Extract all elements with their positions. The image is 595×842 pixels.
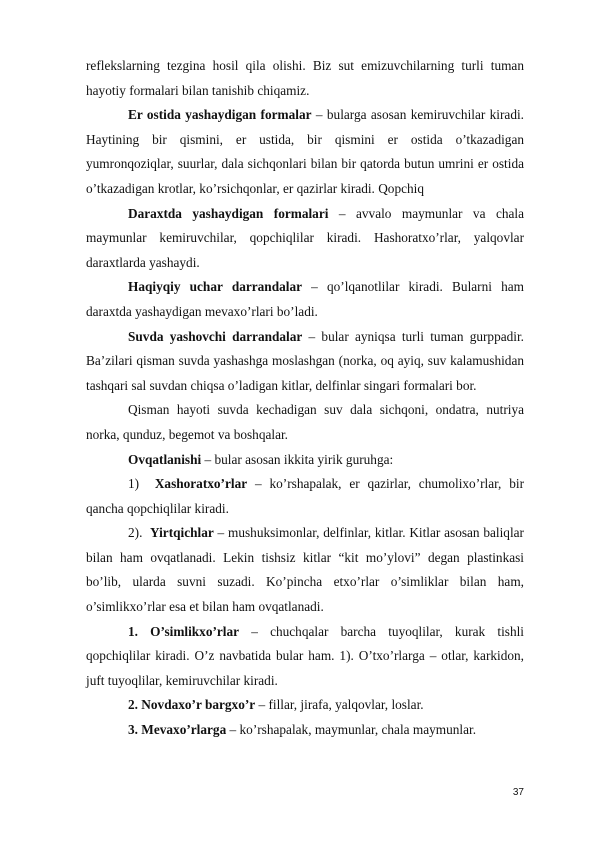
document-page [86,54,524,743]
paragraph-tree-forms [86,202,524,276]
paragraph-text: – avvalo maymunlar va chala maymunlar kemiruvchilar, qopchiqlilar kiradi. Hashoratxo’rlar, yalqovlar daraxtlarda yashaydi. [86,205,524,270]
paragraph-insectivores [86,472,524,521]
paragraph-term: Er ostida yashaydigan formalar [128,107,312,123]
list-number: 1) [128,476,140,492]
paragraph-herbivores [86,620,524,694]
paragraph-flying-mammals [86,275,524,324]
paragraph-term: Haqiyqiy uchar darrandalar [128,279,302,295]
paragraph-feeding [86,448,524,473]
paragraph-text: – mushuksimonlar, delfinlar, kitlar. Kitlar asosan baliqlar bilan ham ovqatlanadi. Lekin tishsiz kitlar “kit mo’ylovi” degan plastinkasi bo’lib, ularda suvni suzadi. Ko’pincha etxo’rlar o’simliklar bilan ham, o’simlikxo’rlar esa et bilan ham ovqatlanadi. [86,525,524,615]
paragraph-browsers [86,693,524,718]
paragraph-term: 1. O’simlikxo’rlar [128,623,240,639]
paragraph-text: – fillar, jirafa, yalqovlar, loslar. [255,697,424,713]
paragraph-term: Suvda yashovchi darrandalar [128,328,303,344]
paragraph-text: reflekslarning tezgina hosil qila olishi. Biz sut emizuvchilarning turli tuman hayotiy formalari bilan tanishib chiqamiz. [86,58,524,98]
paragraph-frugivores [86,718,524,743]
paragraph-text: – qo’lqanotlilar kiradi. Bularni ham daraxtda yashaydigan mevaxo’rlari bo’ladi. [86,279,525,319]
paragraph-text: – ko’rshapalak, er qazirlar, chumolixo’rlar, bir qancha qopchiqlilar kiradi. [86,476,524,516]
paragraph-term: 2. Novdaxo’r bargxo’r [128,697,256,713]
paragraph-text: – bularga asosan kemiruvchilar kiradi. Haytining bir qismini, er ustida, bir qismini er ostida o’tkazadigan yumronqoziqlar, suurlar, dala sichqonlari bilan bir qatorda butun umrini er ostida o’tkazadigan krotlar, ko’rsichqonlar, er qazirlar kiradi. Qopchiq [86,107,524,196]
paragraph-intro [86,54,524,103]
paragraph-semi-aquatic [86,398,524,447]
paragraph-predators [86,521,524,619]
page-number: 37 [512,787,524,798]
list-number: 2). [128,525,143,541]
paragraph-aquatic-mammals [86,325,524,399]
paragraph-text: – bular ayniqsa turli tuman gurppadir. Ba’zilari qisman suvda yashashga moslashgan (norka, oq ayiq, suv kalamushidan tashqari sal suvdan chiqsa o’ladigan kitlar, delfinlar singari formalari bor. [86,328,524,393]
paragraph-text: Qisman hayoti suvda kechadigan suv dala sichqoni, ondatra, nutriya norka, qunduz, begemot va boshqalar. [86,402,524,442]
paragraph-text: – chuchqalar barcha tuyoqlilar, kurak tishli qopchiqlilar kiradi. O’z navbatida bular ham. 1). O’txo’rlarga – otlar, karkidon, juft tuyoqlilar, kemiruvchilar kiradi. [86,623,524,688]
paragraph-term: Yirtqichlar [150,525,214,541]
paragraph-term: Daraxtda yashaydigan formalari [128,205,329,221]
paragraph-text: – ko’rshapalak, maymunlar, chala maymunlar. [226,722,477,738]
paragraph-text: – bular asosan ikkita yirik guruhga: [201,451,394,467]
paragraph-term: 3. Mevaxo’rlarga [128,722,227,738]
paragraph-term: Xashoratxo’rlar [154,476,248,492]
paragraph-underground-forms [86,103,524,201]
paragraph-term: Ovqatlanishi [128,451,202,467]
